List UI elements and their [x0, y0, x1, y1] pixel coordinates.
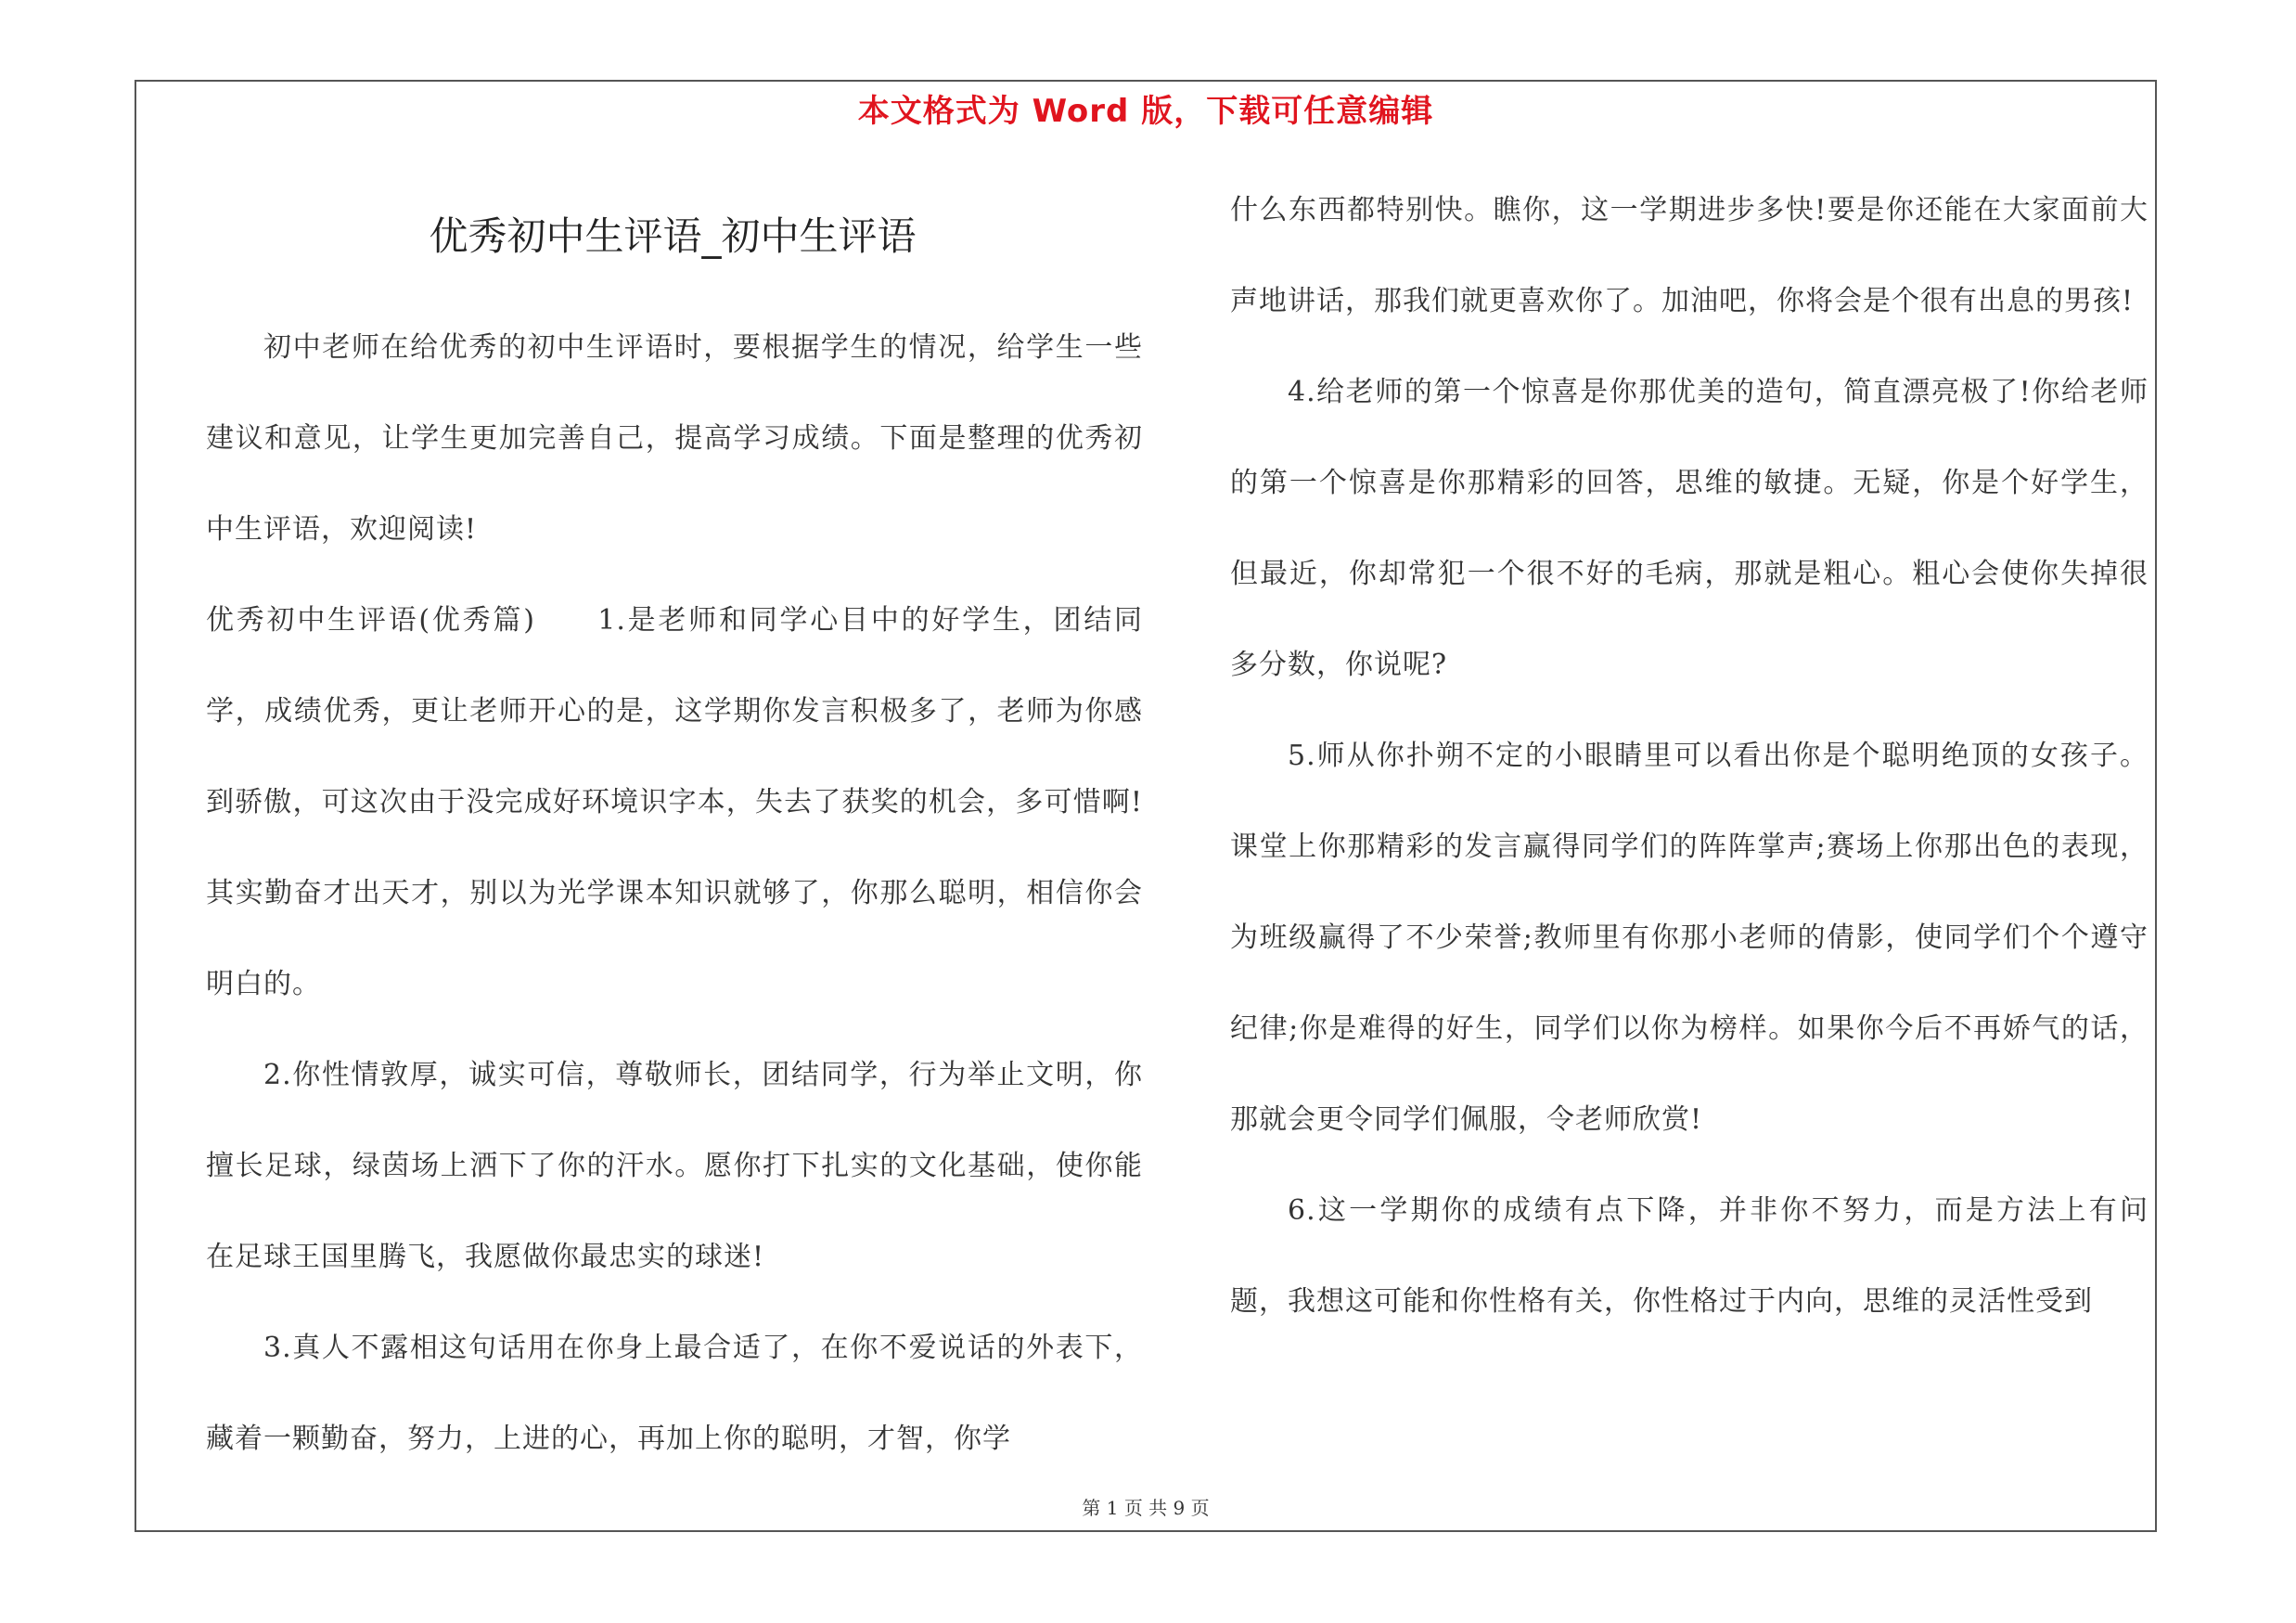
right-column — [1230, 165, 2148, 1464]
intro-paragraph: 初中老师在给优秀的初中生评语时，要根据学生的情况，给学生一些建议和意见，让学生更加完善自己，提高学习成绩。下面是整理的优秀初中生评语，欢迎阅读! — [206, 331, 1143, 546]
comment-paragraph-4: 4.给老师的第一个惊喜是你那优美的造句，简直漂亮极了!你给老师的第一个惊喜是你那精彩的回答，思维的敏捷。无疑，你是个好学生，但最近，你却常犯一个很不好的毛病，那就是粗心。粗心会使你失掉很多分数，你说呢? — [1230, 376, 2148, 681]
comment-paragraph-2: 2.你性情敦厚，诚实可信，尊敬师长，团结同学，行为举止文明，你擅长足球，绿茵场上洒下了你的汗水。愿你打下扎实的文化基础，使你能在足球王国里腾飞，我愿做你最忠实的球迷! — [206, 1059, 1143, 1273]
comment-paragraph-3-cont: 什么东西都特别快。瞧你，这一学期进步多快!要是你还能在大家面前大声地讲话，那我们就更喜欢你了。加油吧，你将会是个很有出息的男孩! — [1230, 194, 2148, 317]
comment-paragraph-6: 6.这一学期你的成绩有点下降，并非你不努力，而是方法上有问题，我想这可能和你性格有关，你性格过于内向，思维的灵活性受到 — [1230, 1194, 2148, 1318]
page-number: 第 1 页 共 9 页 — [1082, 1497, 1210, 1519]
left-column — [206, 303, 1143, 1509]
document-title: 优秀初中生评语_初中生评语 — [429, 213, 917, 259]
comment-paragraph-3: 3.真人不露相这句话用在你身上最合适了，在你不爱说话的外表下，藏着一颗勤奋，努力，上进的心，再加上你的聪明，才智，你学 — [206, 1332, 1143, 1455]
comment-paragraph-1: 优秀初中生评语(优秀篇) 1.是老师和同学心目中的好学生，团结同学，成绩优秀，更让老师开心的是，这学期你发言积极多了，老师为你感到骄傲，可这次由于没完成好环境识字本，失去了获奖的机会，多可惜啊!其实勤奋才出天才，别以为光学课本知识就够了，你那么聪明，相信你会明白的。 — [206, 604, 1143, 1000]
comment-paragraph-5: 5.师从你扑朔不定的小眼睛里可以看出你是个聪明绝顶的女孩子。课堂上你那精彩的发言赢得同学们的阵阵掌声;赛场上你那出色的表现，为班级赢得了不少荣誉;教师里有你那小老师的倩影，使同学们个个遵守纪律;你是难得的好生，同学们以你为榜样。如果你今后不再娇气的话，那就会更令同学们佩服，令老师欣赏! — [1230, 740, 2148, 1136]
format-banner: 本文格式为 Word 版，下载可任意编辑 — [857, 93, 1434, 130]
